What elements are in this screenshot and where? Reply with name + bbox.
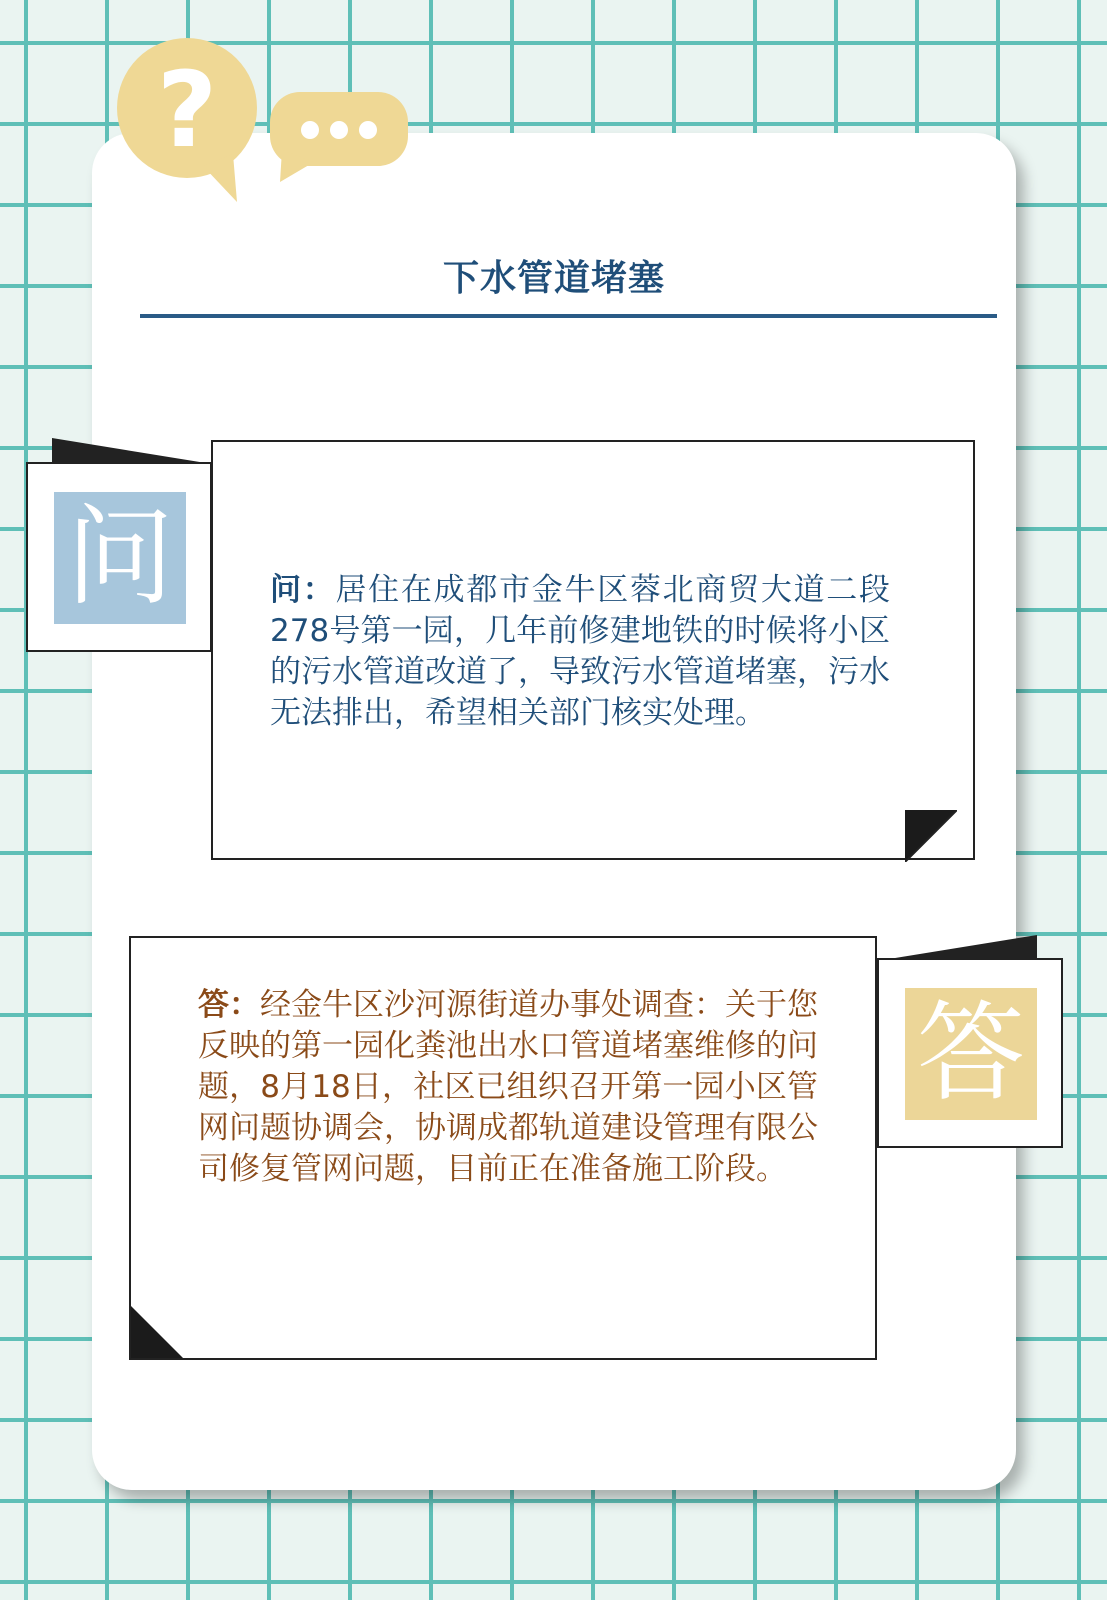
page-title: 下水管道堵塞 bbox=[442, 258, 665, 299]
question-mark-bubble-icon bbox=[115, 36, 265, 206]
answer-tab bbox=[877, 958, 1063, 1148]
question-tab-char: 问 bbox=[54, 492, 186, 624]
question-panel-fold-corner bbox=[905, 810, 957, 862]
title-underline bbox=[140, 314, 997, 318]
answer-text bbox=[198, 985, 818, 1190]
answer-body: 经金牛区沙河源街道办事处调查：关于您反映的第一园化粪池出水口管道堵塞维修的问题，8月18日，社区已组织召开第一园小区管网问题协调会，协调成都轨道建设管理有限公司修复管网问题，目前正在准备施工阶段。 bbox=[198, 987, 818, 1187]
answer-tab-char: 答 bbox=[905, 988, 1037, 1120]
ellipsis-chat-bubble-icon bbox=[268, 90, 410, 182]
answer-lead: 答： bbox=[198, 987, 260, 1023]
question-tab bbox=[26, 462, 212, 652]
svg-text:?: ? bbox=[156, 49, 218, 171]
question-body: 居住在成都市金牛区蓉北商贸大道二段278号第一园，几年前修建地铁的时候将小区的污水管道改道了，导致污水管道堵塞，污水无法排出，希望相关部门核实处理。 bbox=[270, 572, 891, 731]
question-lead: 问： bbox=[270, 572, 336, 608]
question-text bbox=[270, 570, 890, 734]
answer-panel-fold-corner bbox=[131, 1306, 183, 1358]
